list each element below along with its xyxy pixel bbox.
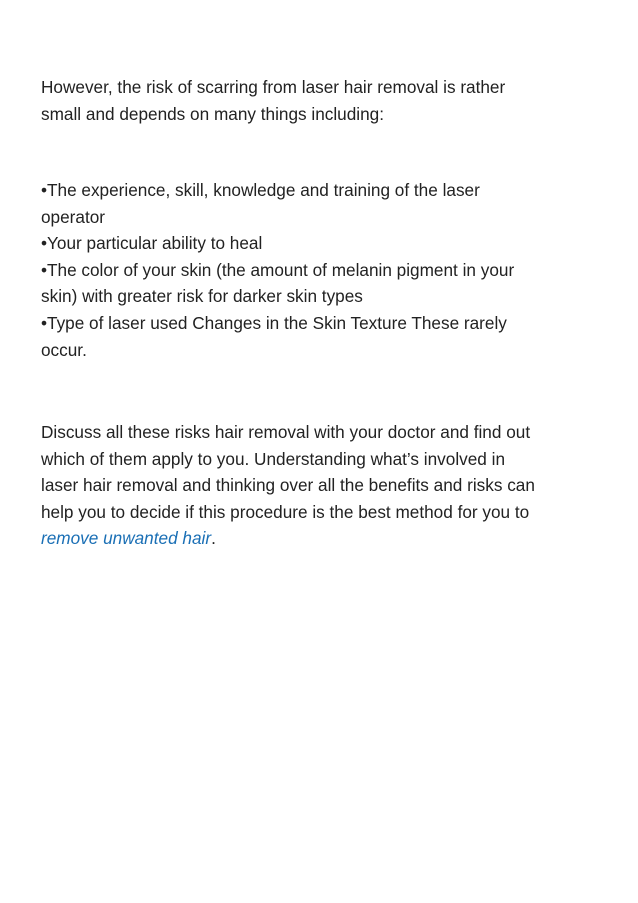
list-item: •Type of laser used Changes in the Skin Texture These rarely [41,312,507,333]
sentence-period: . [211,528,216,549]
paragraph-line: which of them apply to you. Understanding what’s involved in [41,448,506,469]
paragraph-line: help you to decide if this procedure is the best method for you to [41,501,530,522]
paragraph-line: laser hair removal and thinking over all the benefits and risks can [41,475,535,496]
paragraph-line-with-link [41,525,601,552]
list-item: •The color of your skin (the amount of melanin pigment in your [41,259,515,280]
intro-paragraph [41,74,601,127]
list-item: •Your particular ability to heal [41,233,263,254]
risk-factor-list [41,177,601,363]
list-item: •The experience, skill, knowledge and training of the laser [41,180,480,200]
list-item-continuation: occur. [41,339,87,360]
remove-unwanted-hair-link[interactable]: remove unwanted hair [41,528,212,549]
list-item-continuation: operator [41,206,106,227]
paragraph-line: However, the risk of scarring from laser hair removal is rather [41,77,506,97]
closing-paragraph [41,419,601,552]
paragraph-line: Discuss all these risks hair removal with your doctor and find out [41,422,531,442]
paragraph-line: small and depends on many things including: [41,103,385,124]
list-item-continuation: skin) with greater risk for darker skin types [41,286,363,307]
